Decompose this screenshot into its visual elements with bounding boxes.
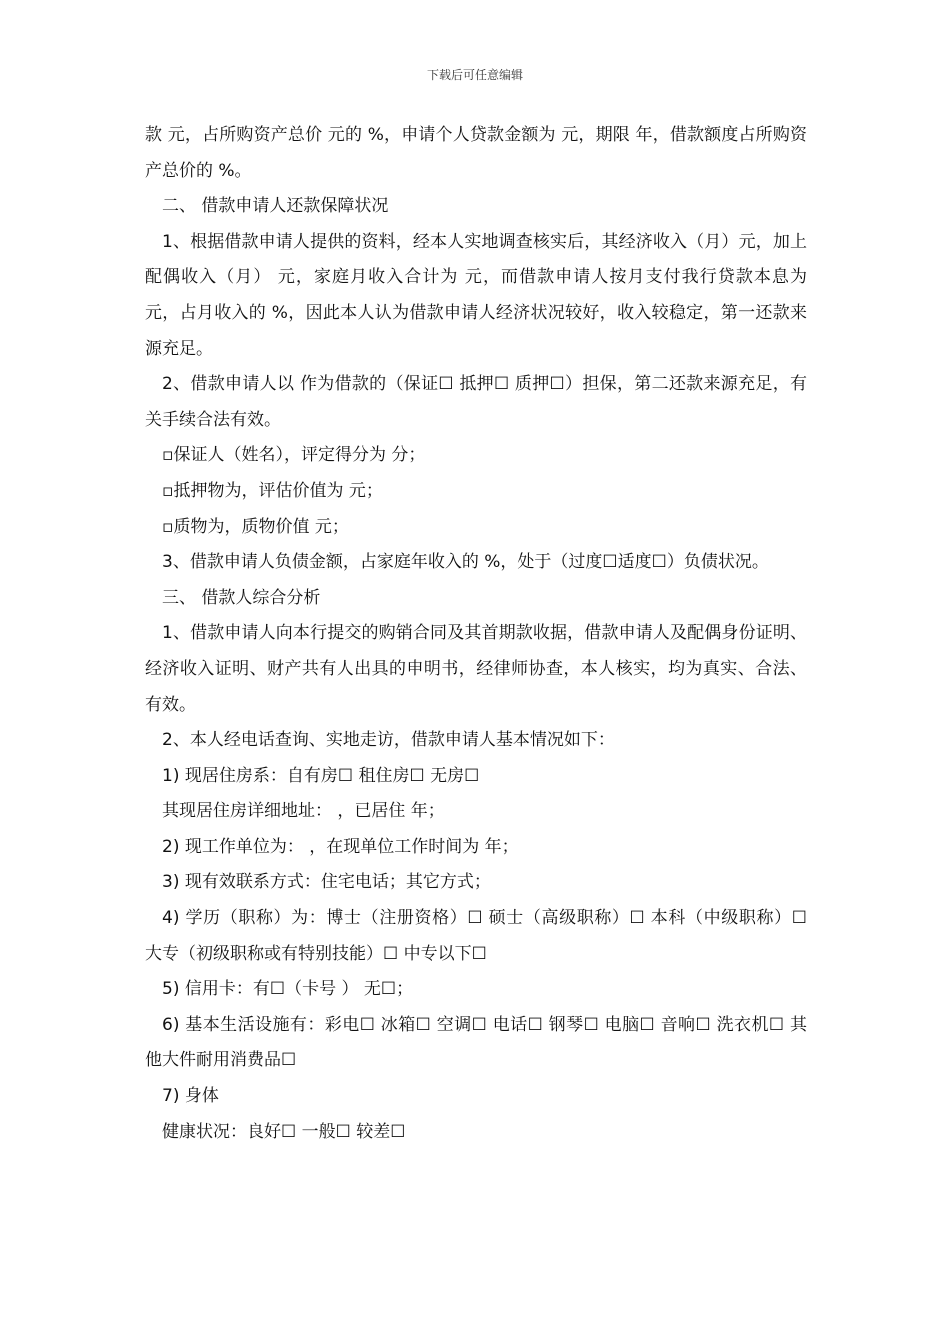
paragraph-income-analysis: 1、根据借款申请人提供的资料，经本人实地调查核实后，其经济收入（月）元，加上配偶收入（月） 元，家庭月收入合计为 元，而借款申请人按月支付我行贷款本息为 元，占月收入的 %，因此本人认为借款申请人经济状况较好，收入较稳定，第一还款来源充足。 xyxy=(145,231,807,359)
paragraph-guarantor: ▫保证人（姓名），评定得分为 分； xyxy=(162,445,426,466)
section-heading-repayment-guarantee: 二、 借款申请人还款保障状况 xyxy=(162,196,389,217)
paragraph-loan-amount: 款 元，占所购资产总价 元的 %，申请个人贷款金额为 元，期限 年，借款额度占所购资产总价的 %。 xyxy=(145,125,807,181)
paragraph-employer: 2) 现工作单位为： ，在现单位工作时间为 年； xyxy=(162,836,519,857)
paragraph-pledge: ▫质物为，质物价值 元； xyxy=(162,516,349,537)
paragraph-education: 4) 学历（职称）为：博士（注册资格）☐ 硕士（高级职称）☐ 本科（中级职称）☐ 大专（初级职称或有特别技能）☐ 中专以下☐ xyxy=(145,908,807,964)
paragraph-contact: 3) 现有效联系方式：住宅电话；其它方式； xyxy=(162,872,491,893)
paragraph-address: 其现居住房详细地址： ，已居住 年； xyxy=(162,801,445,822)
paragraph-documents-verified: 1、借款申请人向本行提交的购销合同及其首期款收据，借款申请人及配偶身份证明、经济收入证明、财产共有人出具的申明书，经律师协查，本人核实，均为真实、合法、有效。 xyxy=(145,623,807,715)
document-body xyxy=(145,118,807,1150)
paragraph-basic-situation: 2、本人经电话查询、实地走访，借款申请人基本情况如下： xyxy=(162,730,615,751)
paragraph-collateral: ▫抵押物为，评估价值为 元； xyxy=(162,480,383,501)
paragraph-debt-status: 3、借款申请人负债金额，占家庭年收入的 %，处于（过度☐适度☐）负债状况。 xyxy=(162,552,769,573)
paragraph-facilities: 6) 基本生活设施有：彩电☐ 冰箱☐ 空调☐ 电话☐ 钢琴☐ 电脑☐ 音响☐ 洗衣机☐ 其他大件耐用消费品☐ xyxy=(145,1014,807,1071)
paragraph-credit-card: 5) 信用卡：有☐（卡号 ） 无☐； xyxy=(162,979,414,1000)
section-heading-comprehensive-analysis: 三、 借款人综合分析 xyxy=(162,587,321,608)
paragraph-secondary-repayment: 2、借款申请人以 作为借款的（保证☐ 抵押☐ 质押☐）担保，第二还款来源充足，有关手续合法有效。 xyxy=(145,374,807,430)
page-header: 下载后可任意编辑 xyxy=(426,68,523,82)
paragraph-housing: 1) 现居住房系：自有房☐ 租住房☐ 无房☐ xyxy=(162,765,480,786)
paragraph-body: 7) 身体 xyxy=(162,1086,219,1107)
paragraph-health: 健康状况：良好☐ 一般☐ 较差☐ xyxy=(162,1121,406,1142)
